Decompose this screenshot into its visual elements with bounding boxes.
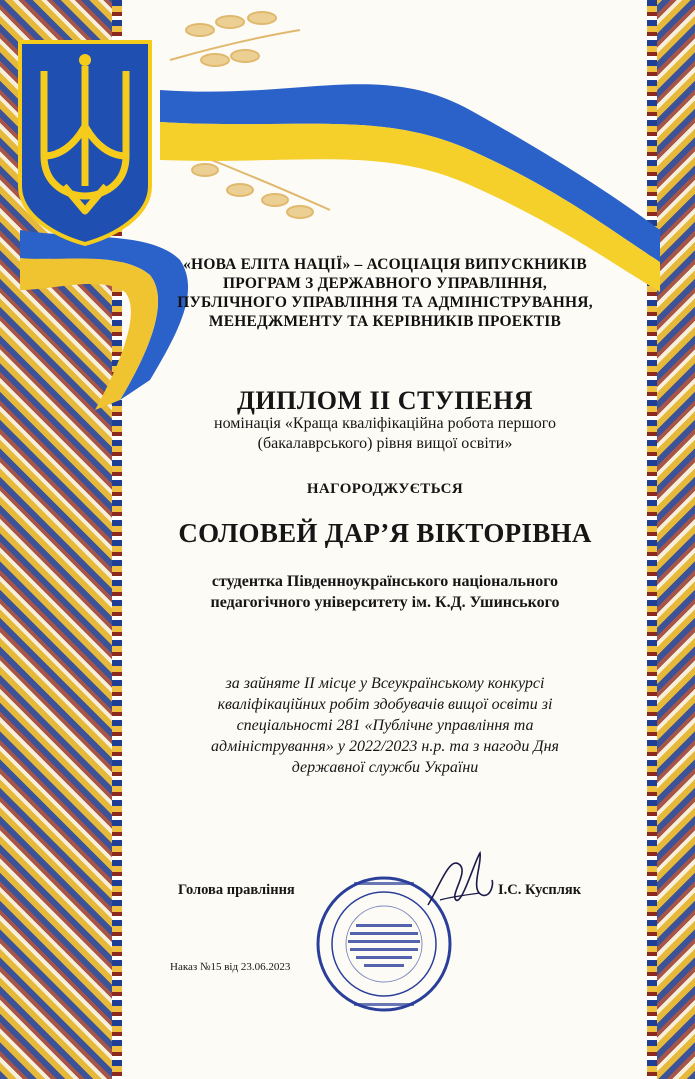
nomination-text [150,414,620,454]
recipient-name: СОЛОВЕЙ ДАР’Я ВІКТОРІВНА [178,518,592,548]
organization-line: «НОВА ЕЛІТА НАЦІЇ» – АСОЦІАЦІЯ ВИПУСКНИКІВ [183,256,587,273]
signatory-position: Голова правління [178,882,295,898]
recipient-affiliation [150,571,620,613]
award-reason [150,673,620,778]
affiliation-line: педагогічного університету ім. К.Д. Ушинського [210,594,560,611]
reason-line: державної служби України [291,759,479,776]
organization-heading [150,255,620,331]
diploma-title: ДИПЛОМ ІІ СТУПЕНЯ [237,386,533,415]
reason-line: адміністрування» у 2022/2023 н.р. та з нагоди Дня [211,738,559,755]
organization-line: МЕНЕДЖМЕНТУ ТА КЕРІВНИКІВ ПРОЕКТІВ [208,313,562,330]
reason-line: за зайняте ІІ місце у Всеукраїнському конкурсі [225,675,545,692]
trident-coat-of-arms-icon [14,36,156,246]
nomination-line: (бакалаврського) рівня вищої освіти» [257,435,513,452]
signatory-name: І.С. Куспляк [498,882,582,898]
awarded-label: НАГОРОДЖУЄТЬСЯ [306,481,464,497]
order-reference: Наказ №15 від 23.06.2023 [170,961,291,973]
handwritten-signature-icon [420,845,500,925]
nomination-line: номінація «Краща кваліфікаційна робота першого [214,415,556,432]
organization-line: ПУБЛІЧНОГО УПРАВЛІННЯ ТА АДМІНІСТРУВАННЯ, [177,294,593,311]
reason-line: спеціальності 281 «Публічне управління та [236,717,534,734]
reason-line: кваліфікаційних робіт здобувачів вищої освіти зі [217,696,553,713]
organization-line: ПРОГРАМ З ДЕРЖАВНОГО УПРАВЛІННЯ, [223,275,547,292]
affiliation-line: студентка Південноукраїнського національного [211,573,559,590]
